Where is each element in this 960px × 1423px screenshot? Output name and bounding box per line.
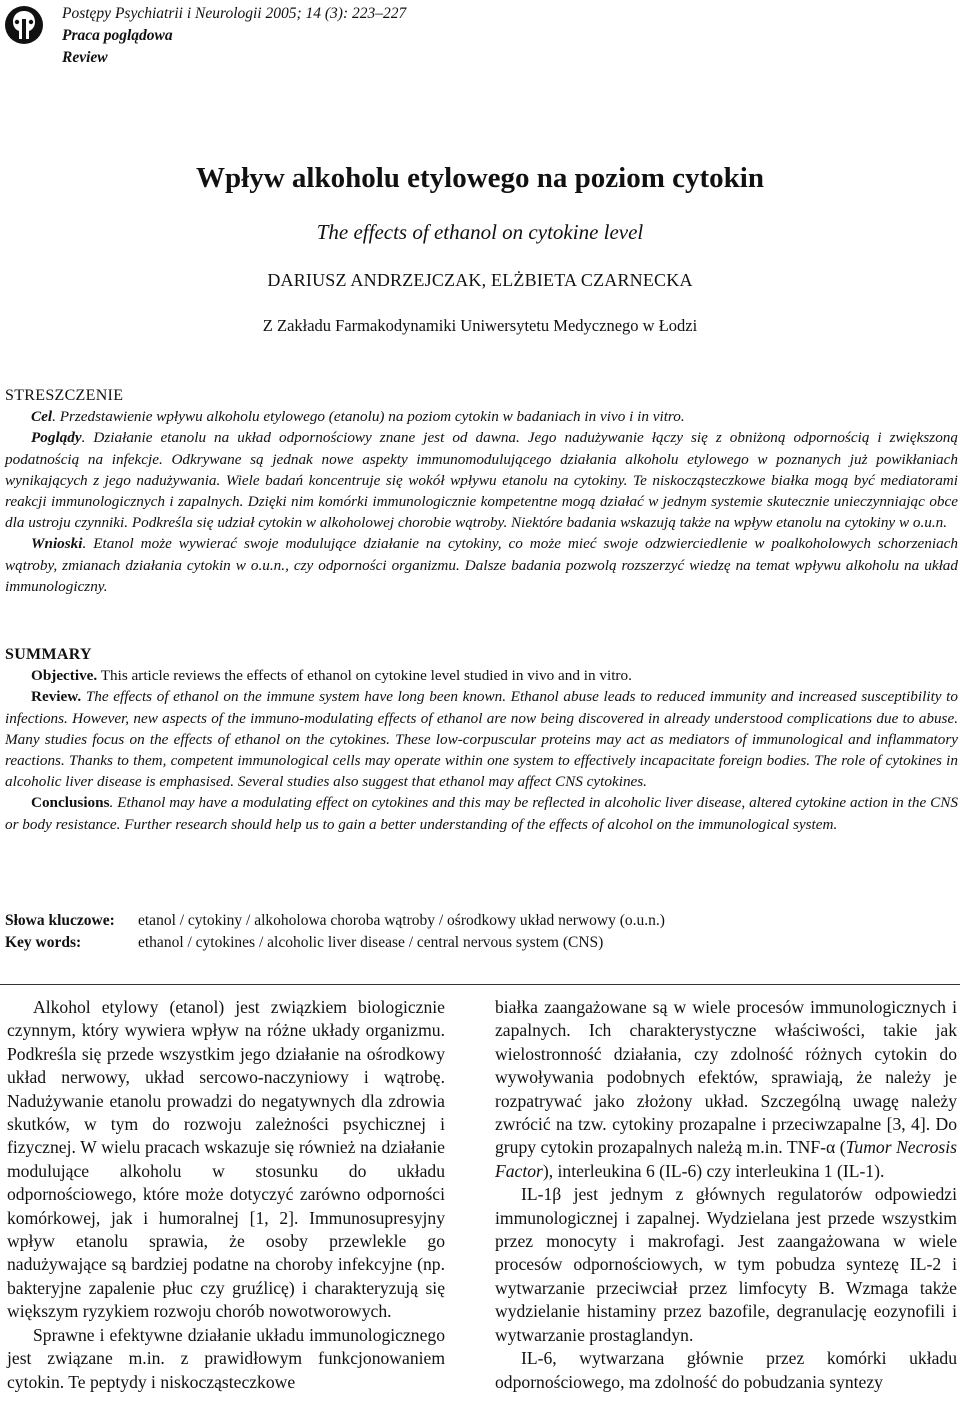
poglady-label: Poglądy xyxy=(31,429,82,447)
body-paragraph: Sprawne i efektywne działanie układu immunologicznego jest związane m.in. z prawidłowym funkcjonowaniem cytokin. Te peptydy i niskocząsteczkowe xyxy=(7,1324,445,1392)
body-text: białka zaangażowane są w wiele procesów immunologicznych i zapalnych. Ich charakterystyczne właściwości, takie jak wielostronność działania, czy zdolność różnych cytokin do wywoływania podobnych efektów, sprawiają, że należy je rozpatrywać jako złożony układ. Szczególną uwagę należy zwrócić na tzw. cytokiny prozapalne i przeciwzapalne [3, 4]. Do grupy cytokin prozapalnych należą m.in. TNF-α ( xyxy=(495,997,957,1158)
body-column-left xyxy=(7,996,445,1394)
conclusions-label: Conclusions xyxy=(31,794,110,812)
article-type-pl: Praca poglądowa xyxy=(62,27,173,44)
abstract-wnioski xyxy=(5,533,958,597)
keywords-polish xyxy=(5,910,958,931)
article-title: Wpływ alkoholu etylowego na poziom cytokin xyxy=(196,162,764,194)
objective-text: This article reviews the effects of ethanol on cytokine level studied in vivo and in vitro. xyxy=(97,667,632,685)
body-paragraph: IL-6, wytwarzana głównie przez komórki układu odpornościowego, ma zdolność do pobudzania syntezy xyxy=(495,1348,957,1392)
review-text: The effects of ethanol on the immune system have long been known. Ethanol abuse leads to reduced immunity and increased susceptibility to infections. However, new aspects of the immuno-modulating effects of ethanol are now being discovered in already understood complications due to abuse. Many studies focus on the effects of ethanol on the cytokines. These low-corpuscular proteins may act as mediators of immunological and inflammatory reactions. Thanks to them, competent immunological cells may operate within one system to effectively incapacitate foreign bodies. The role of cytokines in alcoholic liver disease is emphasised. Several studies also suggest that ethanol may affect CNS cytokines. xyxy=(5,688,958,791)
journal-header xyxy=(62,3,406,69)
journal-citation: Postępy Psychiatrii i Neurologii 2005; 14 (3): 223–227 xyxy=(62,5,407,22)
journal-logo-icon xyxy=(4,5,44,45)
body-paragraph: Alkohol etylowy (etanol) jest związkiem biologicznie czynnym, który wywiera wpływ na różne układy organizmu. Podkreśla się przede wszystkim jego działanie na ośrodkowy układ nerwowy, układ sercowo-naczyniowy i wątrobę. Nadużywanie etanolu prowadzi do negatywnych dla zdrowia skutków, w tym do rozwoju zależności psychicznej i fizycznej. W wielu pracach wskazuje się również na działanie modulujące alkoholu w stosunku do układu odpornościowego, które może dotyczyć zarówno odporności komórkowej, jak i humoralnej [1, 2]. Immunosupresyjny wpływ etanolu sprawia, że osoby przewlekle go nadużywające są bardziej podatne na choroby infekcyjne (np. bakteryjne zapalenie płuc czy gruźlicę) i charakteryzują się większym ryzykiem rozwoju chorób nowotworowych. xyxy=(7,997,445,1322)
article-affiliation: Z Zakładu Farmakodynamiki Uniwersytetu Medycznego w Łodzi xyxy=(262,316,698,335)
body-column-right xyxy=(495,996,957,1394)
summary-review xyxy=(5,686,958,792)
summary-conclusions xyxy=(5,792,958,834)
abstract-polish xyxy=(5,385,958,597)
body-text: ), interleukina 6 (IL-6) czy interleukina 1 (IL-1). xyxy=(542,1160,885,1181)
abstract-poglady xyxy=(5,427,958,533)
cel-label: Cel xyxy=(31,408,53,426)
abstract-cel xyxy=(5,406,958,427)
abstract-english xyxy=(5,644,958,835)
keywords-text-pl: etanol / cytokiny / alkoholowa choroba wątroby / ośrodkowy układ nerwowy (o.u.n.) xyxy=(138,912,665,929)
keywords-text-en: ethanol / cytokines / alcoholic liver disease / central nervous system (CNS) xyxy=(138,934,604,951)
section-divider xyxy=(0,984,960,985)
body-paragraph xyxy=(495,996,957,1183)
summary-objective xyxy=(5,665,958,686)
objective-label: Objective. xyxy=(31,667,98,685)
review-label: Review. xyxy=(31,688,82,706)
conclusions-text: . Ethanol may have a modulating effect on cytokines and this may be reflected in alcoholic liver disease, altered cytokine action in the CNS or body resistance. Further research should help us to gain a better understanding of the effects of alcohol on the immunological system. xyxy=(5,794,958,833)
abstract-heading-pl: STRESZCZENIE xyxy=(5,387,124,404)
poglady-text: . Działanie etanolu na układ odpornościowy znane jest od dawna. Jego nadużywanie łączy się z obniżoną odpornością i zwiększoną podatnością na infekcje. Odkrywane są jednak nowe aspekty immunomodulującego działania alkoholu etylowego w poznanych już powikłaniach wynikających z jego nadużywania. Wiele badań koncentruje się wokół wpływu etanolu na cytokiny. Te niskocząsteczkowe białka mogą być mediatorami reakcji immunologicznych i zapalnych. Dzięki nim komórki immunologicznie kompetentne mogą działać w jednym systemie skutecznie unieczynniając obce dla ustroju czynniki. Podkreśla się udział cytokin w alkoholowej chorobie wątroby. Niektóre badania wskazują także na wpływ etanolu na cytokiny w o.u.n. xyxy=(5,429,958,532)
article-authors: DARIUSZ ANDRZEJCZAK, ELŻBIETA CZARNECKA xyxy=(267,270,693,290)
cel-text: . Przedstawienie wpływu alkoholu etylowego (etanolu) na poziom cytokin w badaniach in vivo i in vitro. xyxy=(52,408,685,426)
wnioski-text: . Etanol może wywierać swoje modulujące działanie na cytokiny, co może mieć swoje odzwierciedlenie w poalkoholowych schorzeniach wątroby, zmianach działania cytokin w o.u.n., czy odporności organizmu. Dalsze badania pozwolą rozszerzyć wiedzę na temat wpływu alkoholu na układ immunologiczny. xyxy=(5,535,958,595)
keywords-english xyxy=(5,932,958,953)
article-type-en: Review xyxy=(62,49,108,66)
article-subtitle: The effects of ethanol on cytokine level xyxy=(316,220,644,244)
body-paragraph: IL-1β jest jednym z głównych regulatorów odpowiedzi immunologicznej i zapalnej. Wydzielana jest przede wszystkim przez monocyty i makrofagi. Jest zaangażowana w wiele procesów odpornościowych, w tym pobudza syntezę IL-2 i wytwarzanie przeciwciał przez limfocyty B. Wzmaga także wydzielanie histaminy przez bazofile, degranulację eozynofili i wytwarzanie prostaglandyn. xyxy=(495,1184,957,1345)
abstract-heading-en: SUMMARY xyxy=(5,646,92,663)
keywords-label-en: Key words: xyxy=(5,934,82,951)
tnf-term: Tumor Necrosis Factor xyxy=(495,1137,957,1181)
wnioski-label: Wnioski xyxy=(31,535,83,553)
keywords-label-pl: Słowa kluczowe: xyxy=(5,912,115,929)
